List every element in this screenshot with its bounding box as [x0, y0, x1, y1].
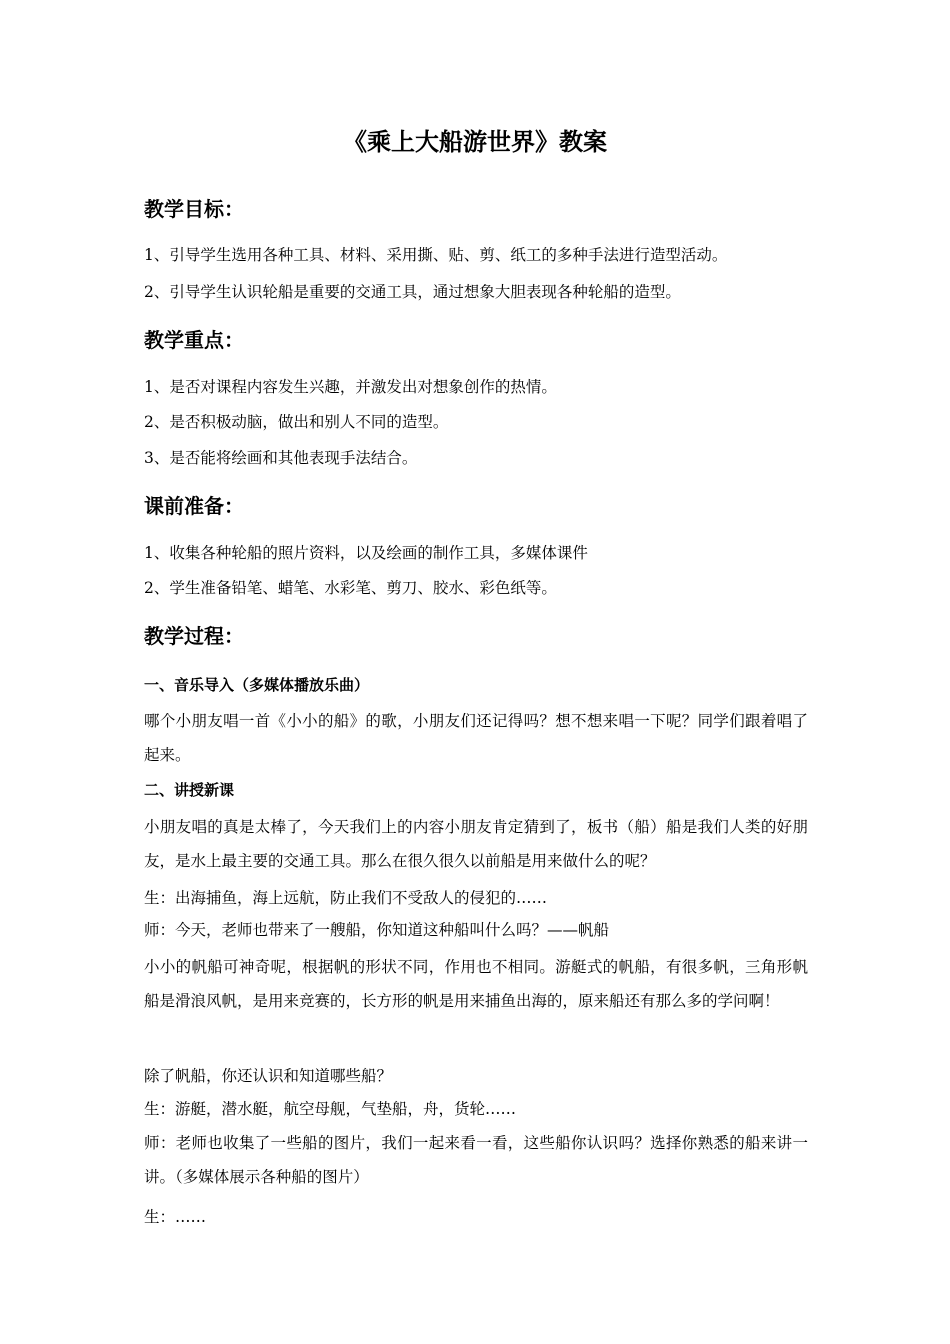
student-answer-1: 生：出海捕鱼，海上远航，防止我们不受敌人的侵犯的……: [144, 889, 548, 907]
question-other-boats: 除了帆船，你还认识和知道哪些船？: [144, 1067, 393, 1085]
process-part2-title: 二、讲授新课: [144, 781, 235, 799]
process-part1-text: 哪个小朋友唱一首《小小的船》的歌，小朋友们还记得吗？想不想来唱一下呢？同学们跟着唱了起来。: [144, 712, 808, 764]
preparation-item-2: 2、学生准备铅笔、蜡笔、水彩笔、剪刀、胶水、彩色纸等。: [144, 579, 557, 597]
sailboat-paragraph: 小小的帆船可神奇呢，根据帆的形状不同，作用也不相同。游艇式的帆船，有很多帆，三角形帆船是滑浪风帆，是用来竞赛的，长方形的帆是用来捕鱼出海的，原来船还有那么多的学问啊！: [144, 958, 808, 1010]
heading-key-points: 教学重点：: [144, 328, 244, 352]
student-answer-2: 生：游艇，潜水艇，航空母舰，气垫船，舟，货轮……: [144, 1100, 517, 1118]
key-point-item-2: 2、是否积极动脑，做出和别人不同的造型。: [144, 413, 449, 431]
process-part1-title: 一、音乐导入（多媒体播放乐曲）: [144, 676, 370, 694]
heading-teaching-goals: 教学目标：: [144, 197, 244, 221]
student-answer-3: 生：……: [144, 1208, 207, 1226]
document-title: 《乘上大船游世界》教案: [343, 127, 607, 156]
process-part2-text: 小朋友唱的真是太棒了，今天我们上的内容小朋友肯定猜到了，板书（船）船是我们人类的好朋友，是水上最主要的交通工具。那么在很久很久以前船是用来做什么的呢？: [144, 818, 808, 870]
heading-teaching-process: 教学过程：: [144, 624, 244, 648]
heading-preparation: 课前准备：: [144, 494, 244, 518]
goal-item-2: 2、引导学生认识轮船是重要的交通工具，通过想象大胆表现各种轮船的造型。: [144, 283, 681, 301]
teacher-line-1: 师：今天，老师也带来了一艘船，你知道这种船叫什么吗？——帆船: [144, 921, 610, 939]
goal-item-1: 1、引导学生选用各种工具、材料、采用撕、贴、剪、纸工的多种手法进行造型活动。: [144, 246, 728, 264]
preparation-item-1: 1、收集各种轮船的照片资料，以及绘画的制作工具，多媒体课件: [144, 544, 588, 562]
teacher-paragraph-2: 师：老师也收集了一些船的图片，我们一起来看一看，这些船你认识吗？选择你熟悉的船来讲一讲。（多媒体展示各种船的图片）: [144, 1134, 808, 1186]
key-point-item-3: 3、是否能将绘画和其他表现手法结合。: [144, 449, 418, 467]
key-point-item-1: 1、是否对课程内容发生兴趣，并激发出对想象创作的热情。: [144, 378, 557, 396]
